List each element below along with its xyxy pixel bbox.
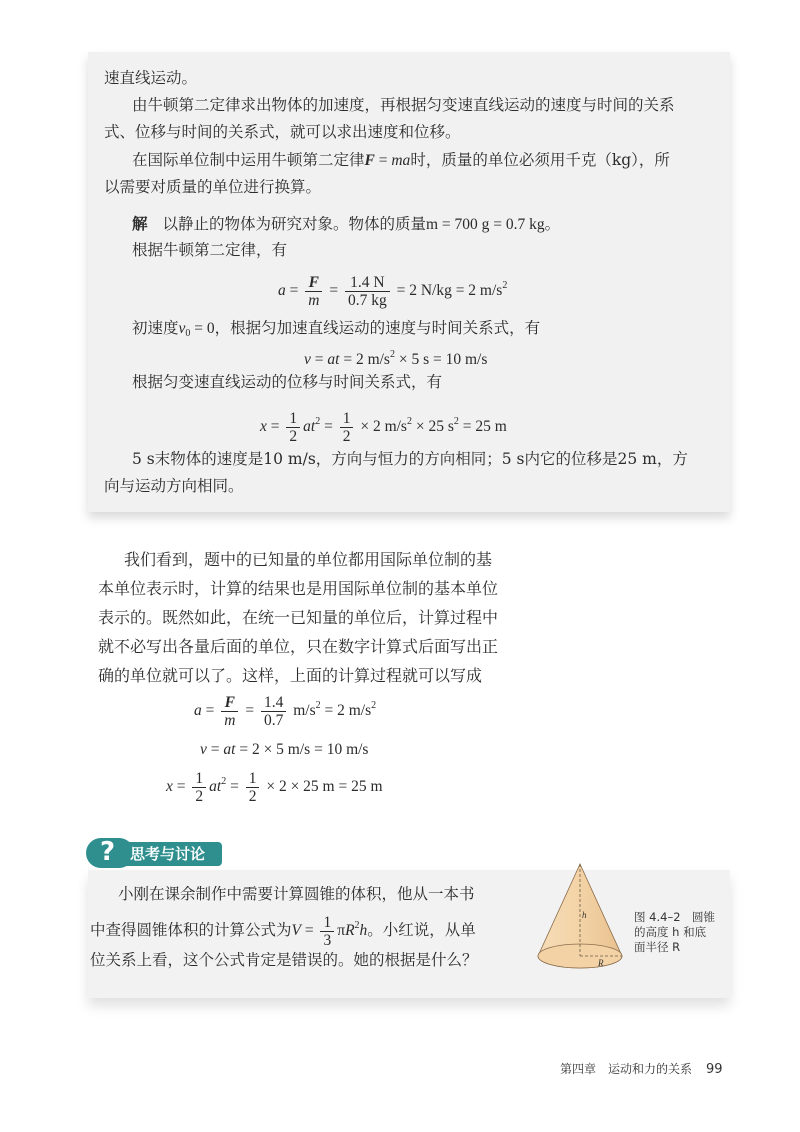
short-velocity-equation: v = at = 2 × 5 m/s = 10 m/s — [200, 741, 369, 758]
short-displacement-equation: x = $\frac{1}{2}$ $at^2$ = $\frac{1}{2}$ × 2 × 25 m = 25 m — [166, 769, 383, 805]
figure-caption-3: 面半径 R — [634, 940, 681, 954]
init-velocity-line: 初速度$v_0 = 0$，根据匀加速直线运动的速度与时间关系式，有 — [132, 319, 541, 339]
cone-height-label: h — [582, 910, 587, 920]
discussion-line-3: 位关系上看，这个公式肯定是错误的。她的根据是什么？ — [90, 951, 478, 969]
displacement-equation: x = $\frac{1}{2}$ $at^2$ = $\frac{1}{2}$ × 2 $m/s^2 \times 25$ $s^2 = 25$ m — [260, 409, 507, 445]
velocity-equation: v = at = 2 $m/s^2 \times 5$ s = 10 m/s — [304, 349, 488, 368]
result-line-2: 向与运动方向相同。 — [104, 477, 244, 495]
question-mark-icon: ? — [100, 837, 116, 867]
cone-volume-formula: V = $\frac{1}{3}$ $\pi R^2h$ — [291, 913, 368, 949]
result-line-1: 5 s末物体的速度是10 m/s，方向与恒力的方向相同；5 s内它的位移是25 m，方 — [132, 450, 688, 468]
body-line-4: 就不必写出各量后面的单位，只在数字计算式后面写出正 — [98, 637, 499, 656]
discussion-header — [82, 836, 222, 872]
body-line-2: 本单位表示时，计算的结果也是用国际单位制的基本单位 — [98, 579, 499, 598]
newton-formula: F = ma — [364, 152, 411, 169]
discussion-line-1: 小刚在课余制作中需要计算圆锥的体积，他从一本书 — [118, 885, 475, 903]
body-line-3: 表示的。既然如此，在统一已知量的单位后，计算过程中 — [98, 608, 499, 627]
page-footer — [560, 1060, 723, 1077]
newton-line: 根据牛顿第二定律，有 — [132, 241, 288, 259]
discussion-line-2: 中查得圆锥体积的计算公式为V = $\frac{1}{3}$ $\pi R^2h$。小红说，从单 — [90, 913, 476, 949]
solve-label: 解 — [132, 214, 148, 233]
body-line-1: 我们看到，题中的已知量的单位都用国际单位制的基 — [124, 550, 493, 569]
discussion-title: 思考与讨论 — [130, 845, 206, 863]
solution-line: 解 以静止的物体为研究对象。物体的质量m = 700 g = 0.7 kg。 — [132, 214, 561, 233]
figure-caption-2: 的高度 h 和底 — [634, 925, 707, 939]
short-accel-equation: a = $\frac{F}{m}$ = $\frac{1.4}{0.7}$ $m/s^2 = 2$ $m/s^2$ — [194, 693, 377, 729]
displacement-line: 根据匀变速直线运动的位移与时间关系式，有 — [132, 373, 443, 391]
page-number: 99 — [706, 1062, 723, 1077]
body-line-5: 确的单位就可以了。这样，上面的计算过程就可以写成 — [98, 666, 483, 685]
example-line-1: 速直线运动。 — [104, 69, 198, 87]
cone-figure — [530, 860, 630, 980]
accel-equation: a = $\frac{F}{m}$ = $\frac{1.4 N}{0.7 kg}$ = 2 N/kg = 2 $m/s^2$ — [278, 273, 508, 309]
example-line-3: 式、位移与时间的关系式，就可以求出速度和位移。 — [104, 123, 461, 141]
example-line-4: 在国际单位制中运用牛顿第二定律F = ma时，质量的单位必须用千克（kg），所 — [132, 151, 670, 169]
example-line-5: 以需要对质量的单位进行换算。 — [104, 178, 322, 196]
figure-caption-1: 图 4.4–2 圆锥 — [634, 910, 716, 924]
mass-equation: m = 700 g = 0.7 kg。 — [425, 216, 561, 233]
chapter-title: 第四章 运动和力的关系 — [560, 1062, 693, 1076]
example-line-2: 由牛顿第二定律求出物体的加速度，再根据匀变速直线运动的速度与时间的关系 — [132, 96, 675, 114]
cone-radius-label: R — [598, 958, 604, 968]
